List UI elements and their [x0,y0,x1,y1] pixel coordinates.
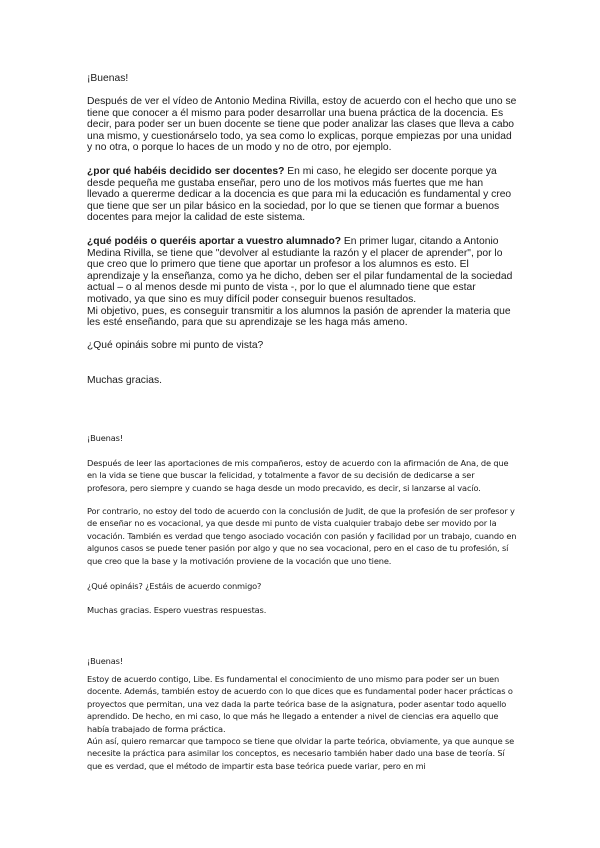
post1-greeting: ¡Buenas! [87,73,129,84]
post1-q1-text: En mi caso, he elegido ser docente porque ya desde pequeña me gustaba enseñar, pero uno de los motivos más fuertes que me han llevado a quererme dedicar a la docencia es que para mi la educación es fundamental y creo que tiene que ser un pilar básico en la sociedad, por lo que se tienen que formar a buenos docentes para mejor la calidad de este sistema. [87,166,512,224]
post1-intro: Después de ver el vídeo de Antonio Medina Rivilla, estoy de acuerdo con el hecho que uno se tiene que conocer a él mismo para poder desarrollar una buena práctica de la docencia. Es decir, para poder ser un buen docente se tiene que poder analizar las clases que lleva a cabo una mismo, y cuestionárselo todo, ya sea como lo explicas, porque empiezas por una unidad y no otra, o porque lo haces de un modo y no de otro, por ejemplo. [87,96,517,154]
post2-paragraph-2: Por contrario, no estoy del todo de acuerdo con la conclusión de Judit, de que la profesión de ser profesor y de enseñar no es vocacional, ya que desde mi punto de vista cualquier trabajo debe ser movido por la vocación. También es verdad que tengo asociado vocación con pasión y facilidad por un trabajo, cuando en algunos casos se puede tener pasión por algo y que no sea vocacional, pero en el caso de tu profesión, sí que creo que la base y la motivación proviene de la vocación que uno tiene. [87,506,517,566]
post2-closing: Muchas gracias. Espero vuestras respuestas. [87,605,267,615]
post1-question: ¿Qué opináis sobre mi punto de vista? [87,340,264,351]
post3-paragraph-1: Estoy de acuerdo contigo, Libe. Es fundamental el conocimiento de uno mismo para poder ser un buen docente. Además, también estoy de acuerdo con lo que dices que es fundamental poder hacer prácticas o proyectos que permitan, una vez dada la parte teórica base de la asignatura, poder asentar todo aquello aprendido. De hecho, en mi caso, lo que más he llegado a entender a nivel de ciencias era aquello que había trabajado de forma práctica. [87,674,513,734]
post2-paragraph-1: Después de leer las aportaciones de mis compañeros, estoy de acuerdo con la afirmación de Ana, de que en la vida se tiene que buscar la felicidad, y totalmente a favor de su decisión de dedicarse a ser profesora, pero siempre y cuando se haga desde un modo precavido, es decir, si lanzarse al vacío. [87,458,509,493]
post1-objective: Mi objetivo, pues, es conseguir transmitir a los alumnos la pasión de aprender la materia que les esté enseñando, para que su aprendizaje se les haga más ameno. [87,305,511,329]
post1-q2-text: En primer lugar, citando a Antonio Medina Rivilla, se tiene que "devolver al estudiante la razón y el placer de aprender", por lo que creo que lo primero que tiene que aportar un profesor a los alumnos es esto. El aprendizaje y la enseñanza, como ya he dicho, deben ser el pilar fundamental de la sociedad actual – o al menos desde mi punto de vista -, por lo que el alumnado tiene que estar motivado, ya que sino es muy difícil poder conseguir buenos resultados. [87,236,513,305]
post3-paragraph-2: Aún así, quiero remarcar que tampoco se tiene que olvidar la parte teórica, obviamente, ya que aunque se necesite la práctica para asimilar los conceptos, es necesario también haber dado una base de teoría. Sí que es verdad, que el método de impartir esta base teórica puede variar, pero en mi [87,736,515,771]
post3-greeting: ¡Buenas! [87,656,123,666]
post1-q2-heading: ¿qué podéis o queréis aportar a vuestro alumnado? [87,236,342,247]
post3-body [87,673,517,772]
post1-answer-contribution [87,236,517,329]
post1-answer-why-teacher [87,166,517,224]
post1-q1-heading: ¿por qué habéis decidido ser docentes? [87,166,285,177]
post2-greeting: ¡Buenas! [87,433,123,443]
post2-question: ¿Qué opináis? ¿Estáis de acuerdo conmigo? [87,581,262,591]
post1-closing: Muchas gracias. [87,375,162,386]
